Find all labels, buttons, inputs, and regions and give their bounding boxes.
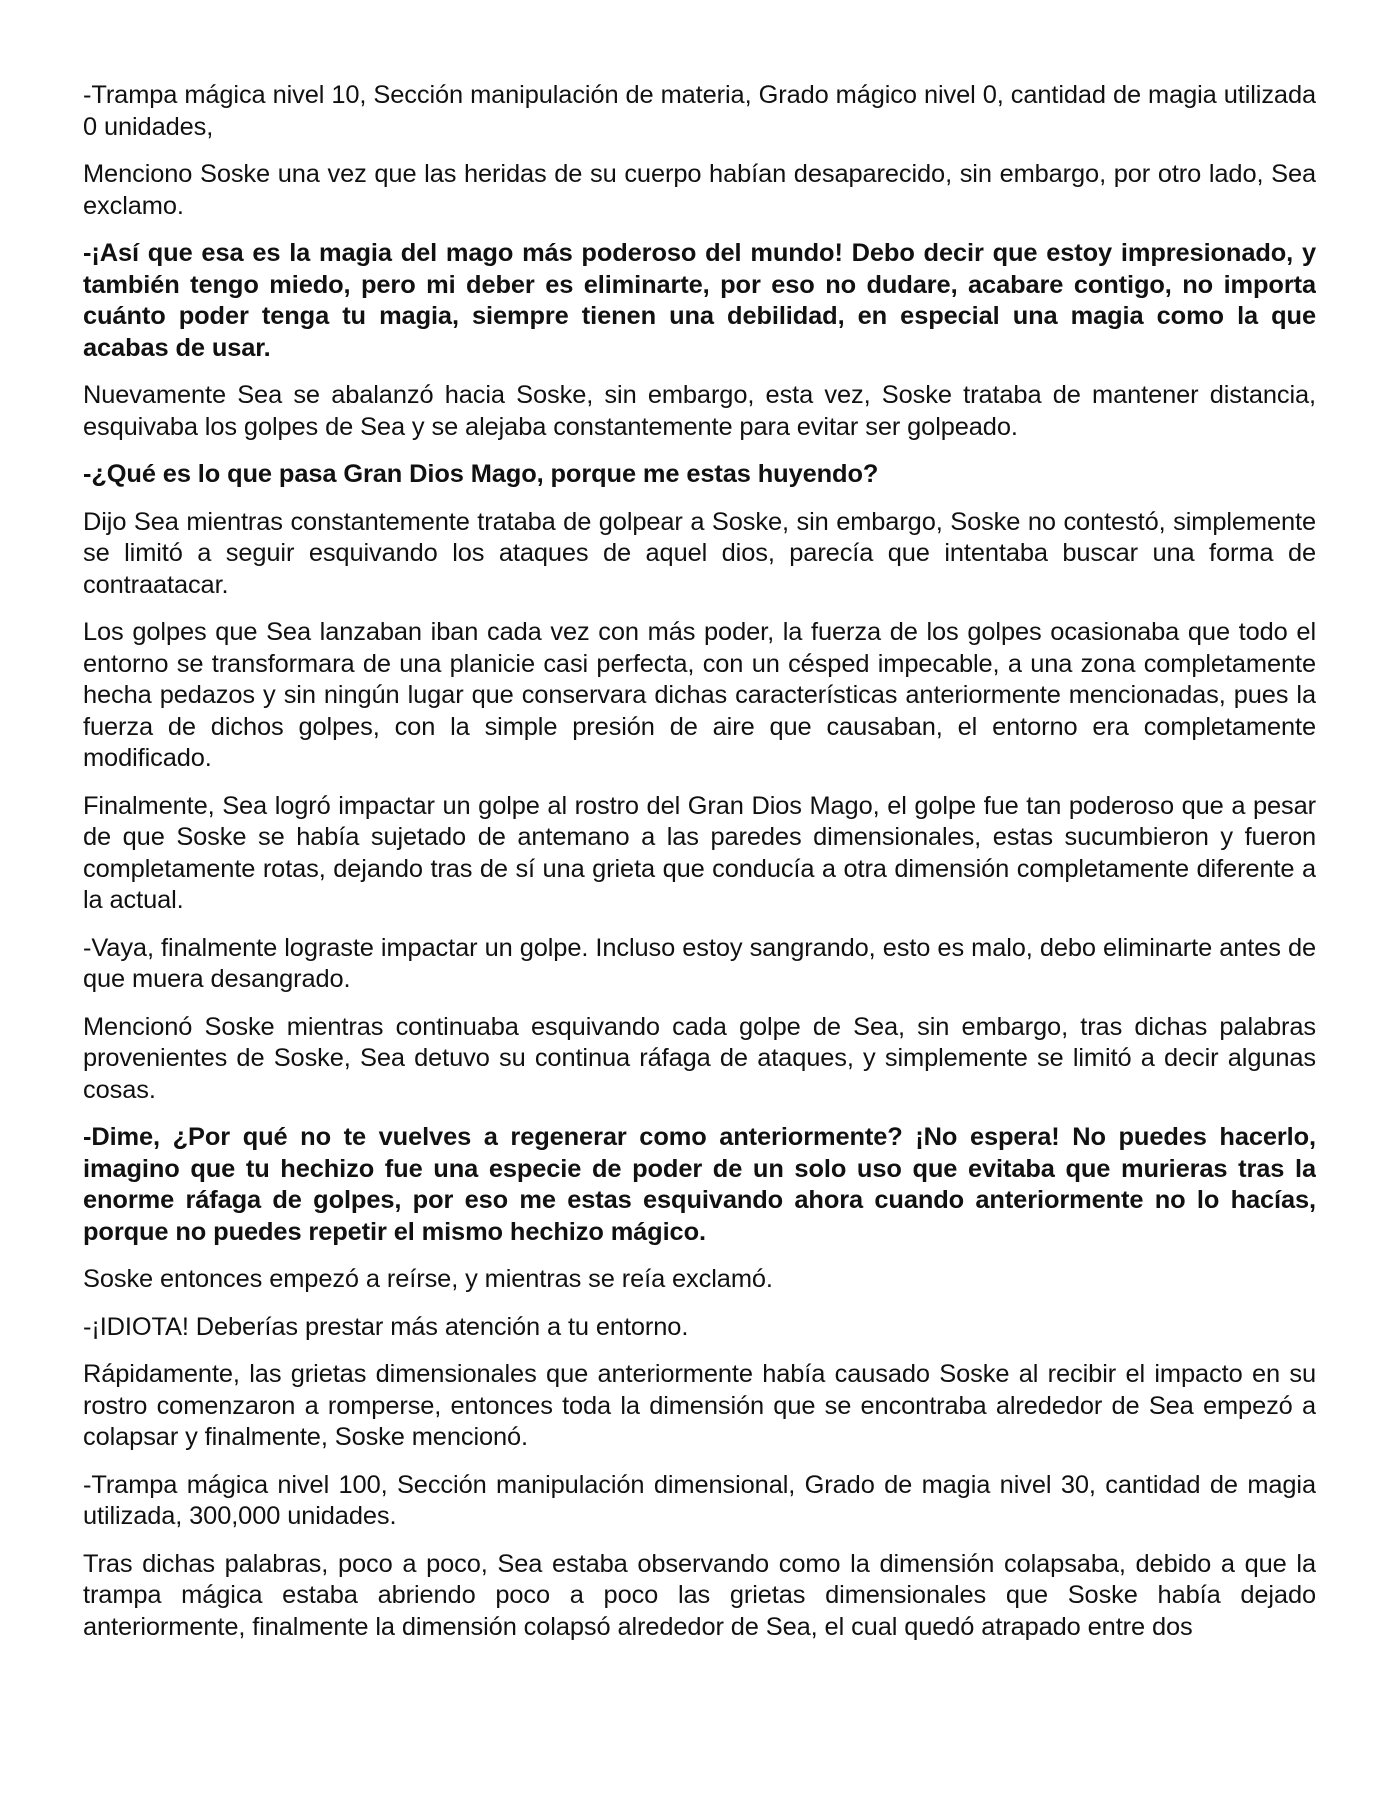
paragraph: -Trampa mágica nivel 100, Sección manipulación dimensional, Grado de magia nivel 30, cantidad de magia utilizada, 300,000 unidades. (83, 1470, 1316, 1530)
document-page (83, 80, 1316, 1780)
paragraph: -Vaya, finalmente lograste impactar un golpe. Incluso estoy sangrando, esto es malo, debo eliminarte antes de que muera desangrado. (83, 933, 1316, 993)
paragraph: -¡IDIOTA! Deberías prestar más atención a tu entorno. (83, 1312, 689, 1341)
paragraph: Mencionó Soske mientras continuaba esquivando cada golpe de Sea, sin embargo, tras dichas palabras provenientes de Soske, Sea detuvo su continua ráfaga de ataques, y simplemente se limitó a decir algunas cosas. (83, 1012, 1316, 1104)
dialogue-paragraph: -Dime, ¿Por qué no te vuelves a regenerar como anteriormente? ¡No espera! No puedes hacerlo, imagino que tu hechizo fue una especie de poder de un solo uso que evitaba que murieras tras la enorme ráfaga de golpes, por eso me estas esquivando ahora cuando anteriormente no lo hacías, porque no puedes repetir el mismo hechizo mágico. (83, 1123, 1316, 1246)
paragraph: Nuevamente Sea se abalanzó hacia Soske, sin embargo, esta vez, Soske trataba de mantener distancia, esquivaba los golpes de Sea y se alejaba constantemente para evitar ser golpeado. (83, 381, 1316, 441)
paragraph: Soske entonces empezó a reírse, y mientras se reía exclamó. (83, 1265, 773, 1293)
paragraph: Dijo Sea mientras constantemente trataba de golpear a Soske, sin embargo, Soske no contestó, simplemente se limitó a seguir esquivando los ataques de aquel dios, parecía que intentaba buscar una forma de contraatacar. (83, 507, 1316, 599)
dialogue-paragraph: -¡Así que esa es la magia del mago más poderoso del mundo! Debo decir que estoy impresionado, y también tengo miedo, pero mi deber es eliminarte, por eso no dudare, acabare contigo, no importa cuánto poder tenga tu magia, siempre tienen una debilidad, en especial una magia como la que acabas de usar. (83, 239, 1316, 362)
paragraph: Tras dichas palabras, poco a poco, Sea estaba observando como la dimensión colapsaba, debido a que la trampa mágica estaba abriendo poco a poco las grietas dimensionales que Soske había dejado anteriormente, finalmente la dimensión colapsó alrededor de Sea, el cual quedó atrapado entre dos (83, 1549, 1316, 1641)
dialogue-paragraph: -¿Qué es lo que pasa Gran Dios Mago, porque me estas huyendo? (83, 460, 879, 488)
paragraph: Menciono Soske una vez que las heridas de su cuerpo habían desaparecido, sin embargo, por otro lado, Sea exclamo. (83, 160, 1316, 220)
paragraph: Finalmente, Sea logró impactar un golpe al rostro del Gran Dios Mago, el golpe fue tan poderoso que a pesar de que Soske se había sujetado de antemano a las paredes dimensionales, estas sucumbieron y fueron completamente rotas, dejando tras de sí una grieta que conducía a otra dimensión completamente diferente a la actual. (83, 791, 1316, 914)
paragraph: -Trampa mágica nivel 10, Sección manipulación de materia, Grado mágico nivel 0, cantidad de magia utilizada 0 unidades, (83, 81, 1316, 141)
paragraph: Rápidamente, las grietas dimensionales que anteriormente había causado Soske al recibir el impacto en su rostro comenzaron a romperse, entonces toda la dimensión que se encontraba alrededor de Sea empezó a colapsar y finalmente, Soske mencionó. (83, 1360, 1316, 1451)
paragraph: Los golpes que Sea lanzaban iban cada vez con más poder, la fuerza de los golpes ocasionaba que todo el entorno se transformara de una planicie casi perfecta, con un césped impecable, a una zona completamente hecha pedazos y sin ningún lugar que conservara dichas características anteriormente mencionadas, pues la fuerza de dichos golpes, con la simple presión de aire que causaban, el entorno era completamente modificado. (83, 618, 1316, 772)
